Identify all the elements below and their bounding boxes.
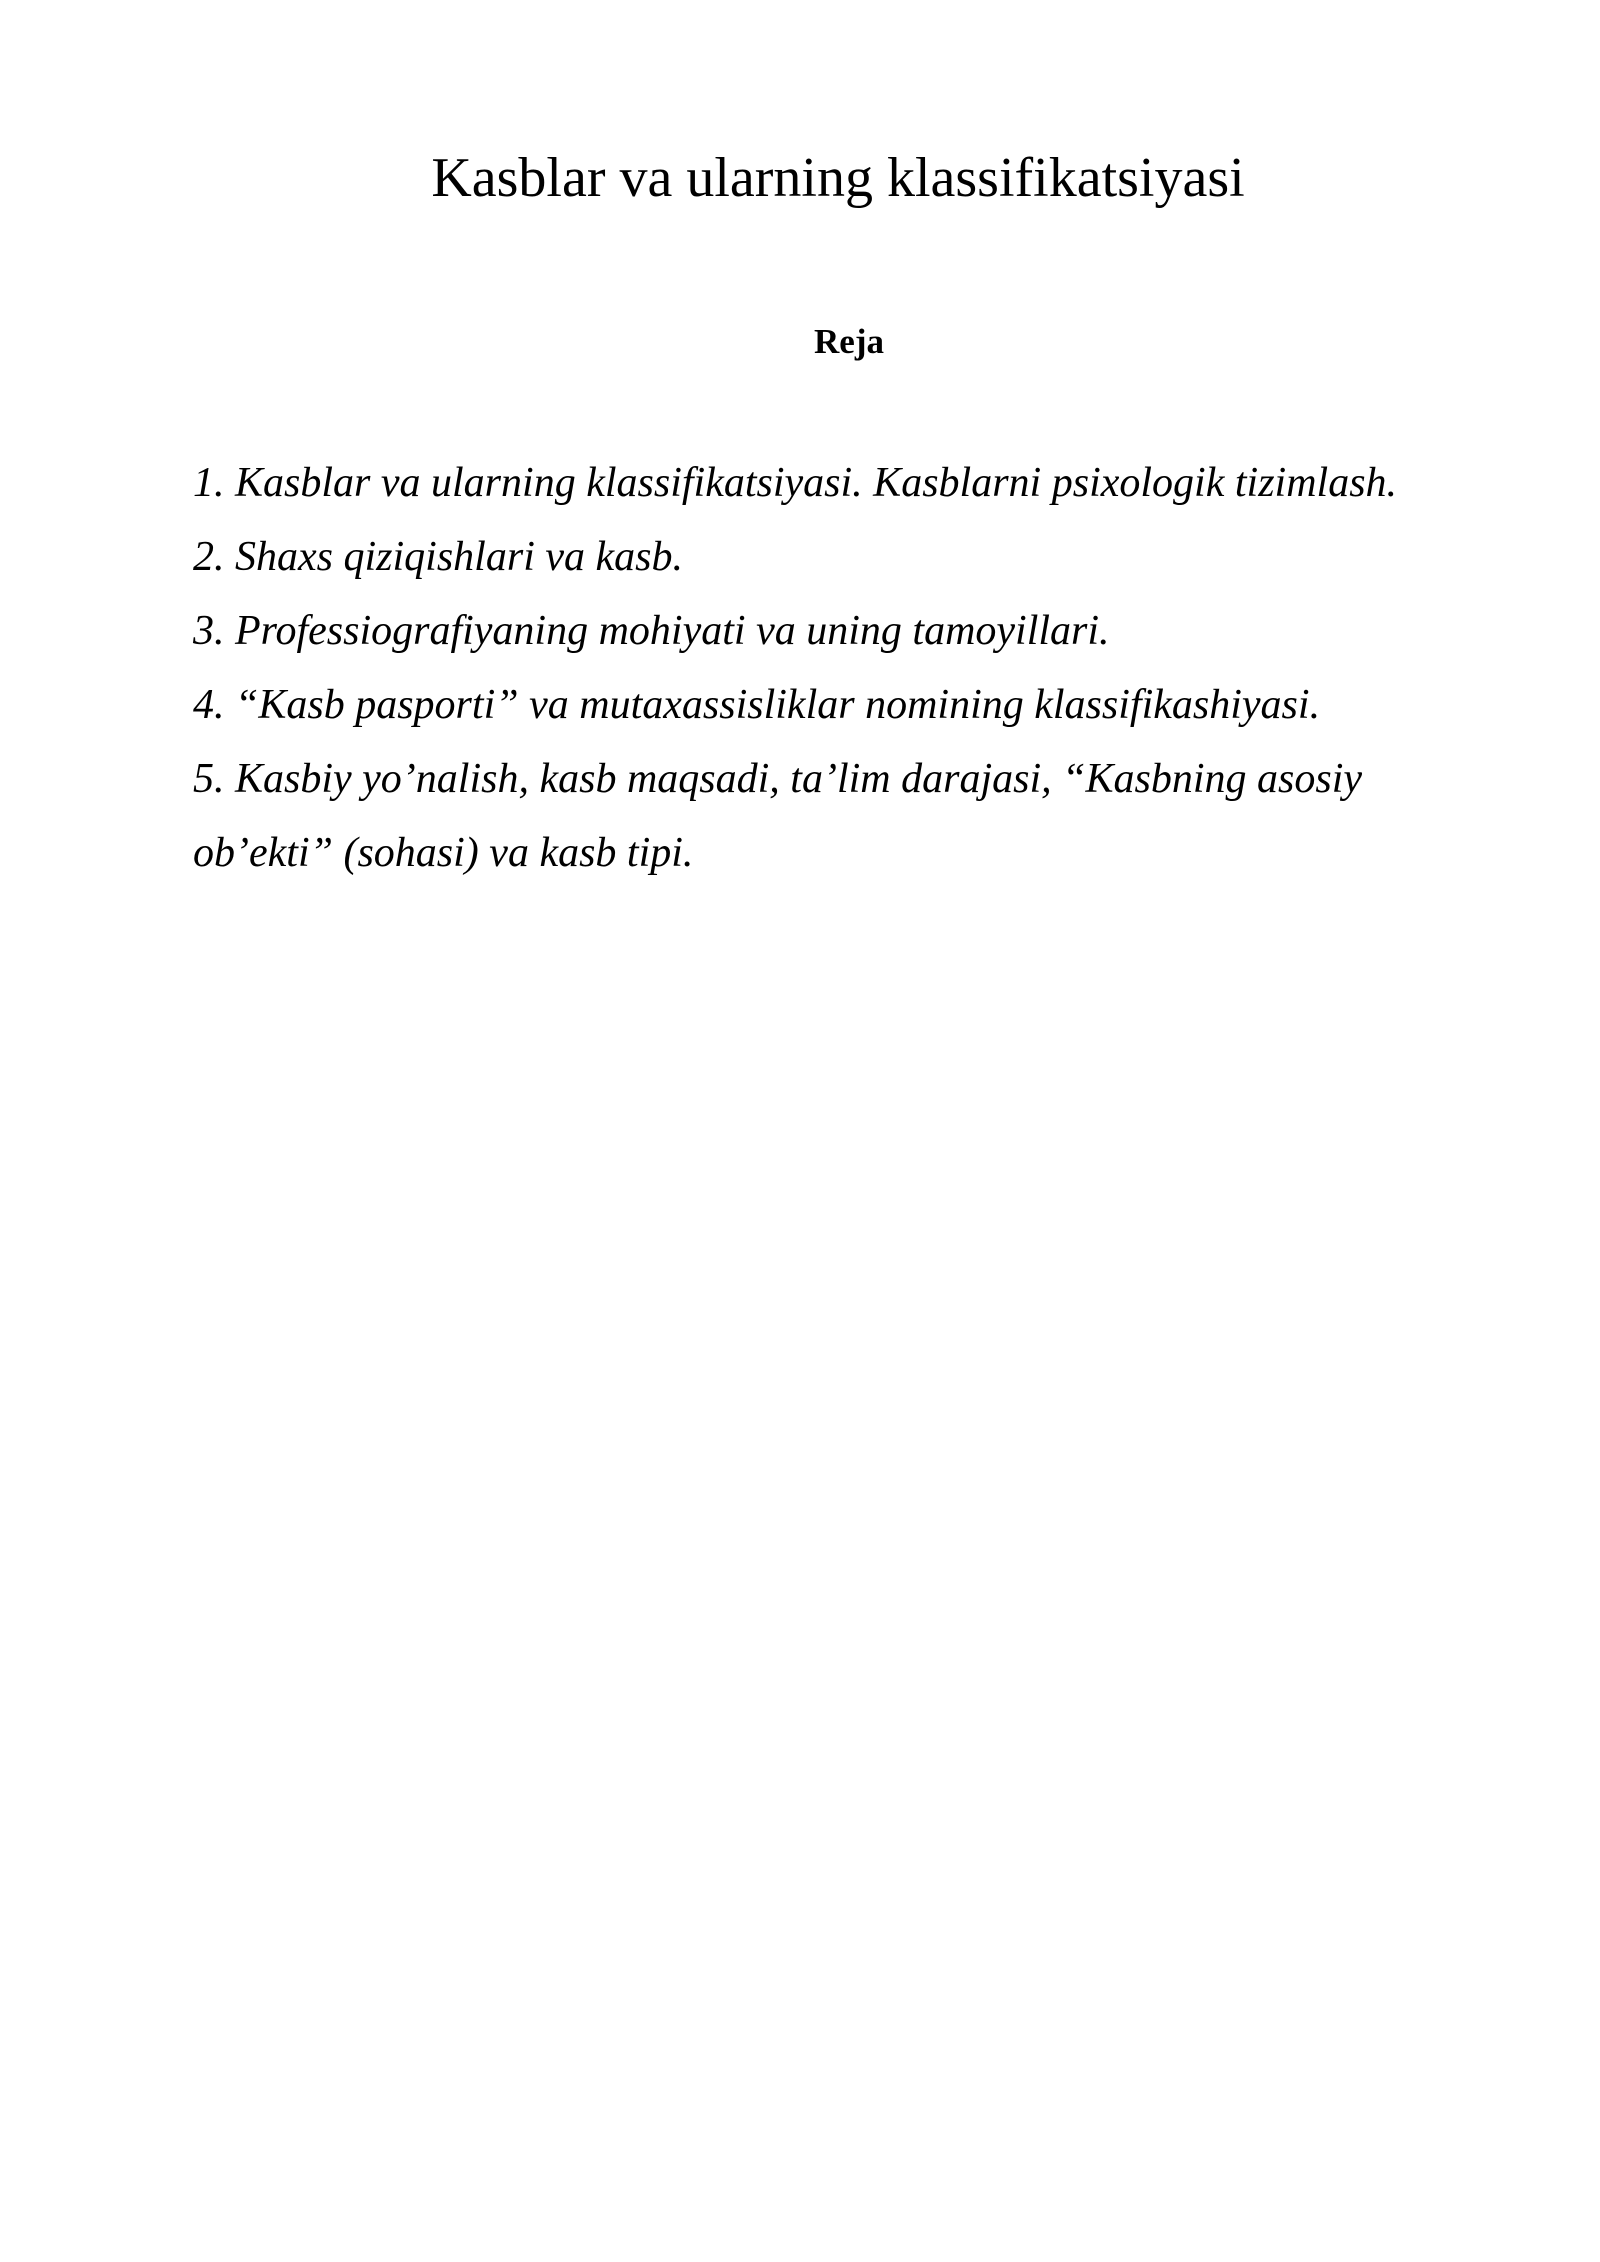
plan-item-5: 5. Kasbiy yo’nalish, kasb maqsadi, ta’lim darajasi, “Kasbning asosiy ob’ekti” (sohasi) va kasb tipi. xyxy=(193,756,1363,876)
plan-item-2: 2. Shaxs qiziqishlari va kasb. xyxy=(193,534,683,580)
plan-heading: Reja xyxy=(814,322,884,361)
plan-item-4: 4. “Kasb pasporti” va mutaxassisliklar nomining klassifikashiyasi. xyxy=(193,682,1321,728)
plan-item-1: 1. Kasblar va ularning klassifikatsiyasi. Kasblarni psixologik tizimlash. xyxy=(193,460,1398,506)
page-title: Kasblar va ularning klassifikatsiyasi xyxy=(431,147,1245,209)
plan-item-3: 3. Professiografiyaning mohiyati va uning tamoyillari. xyxy=(193,608,1110,654)
plan-list xyxy=(193,446,1493,890)
